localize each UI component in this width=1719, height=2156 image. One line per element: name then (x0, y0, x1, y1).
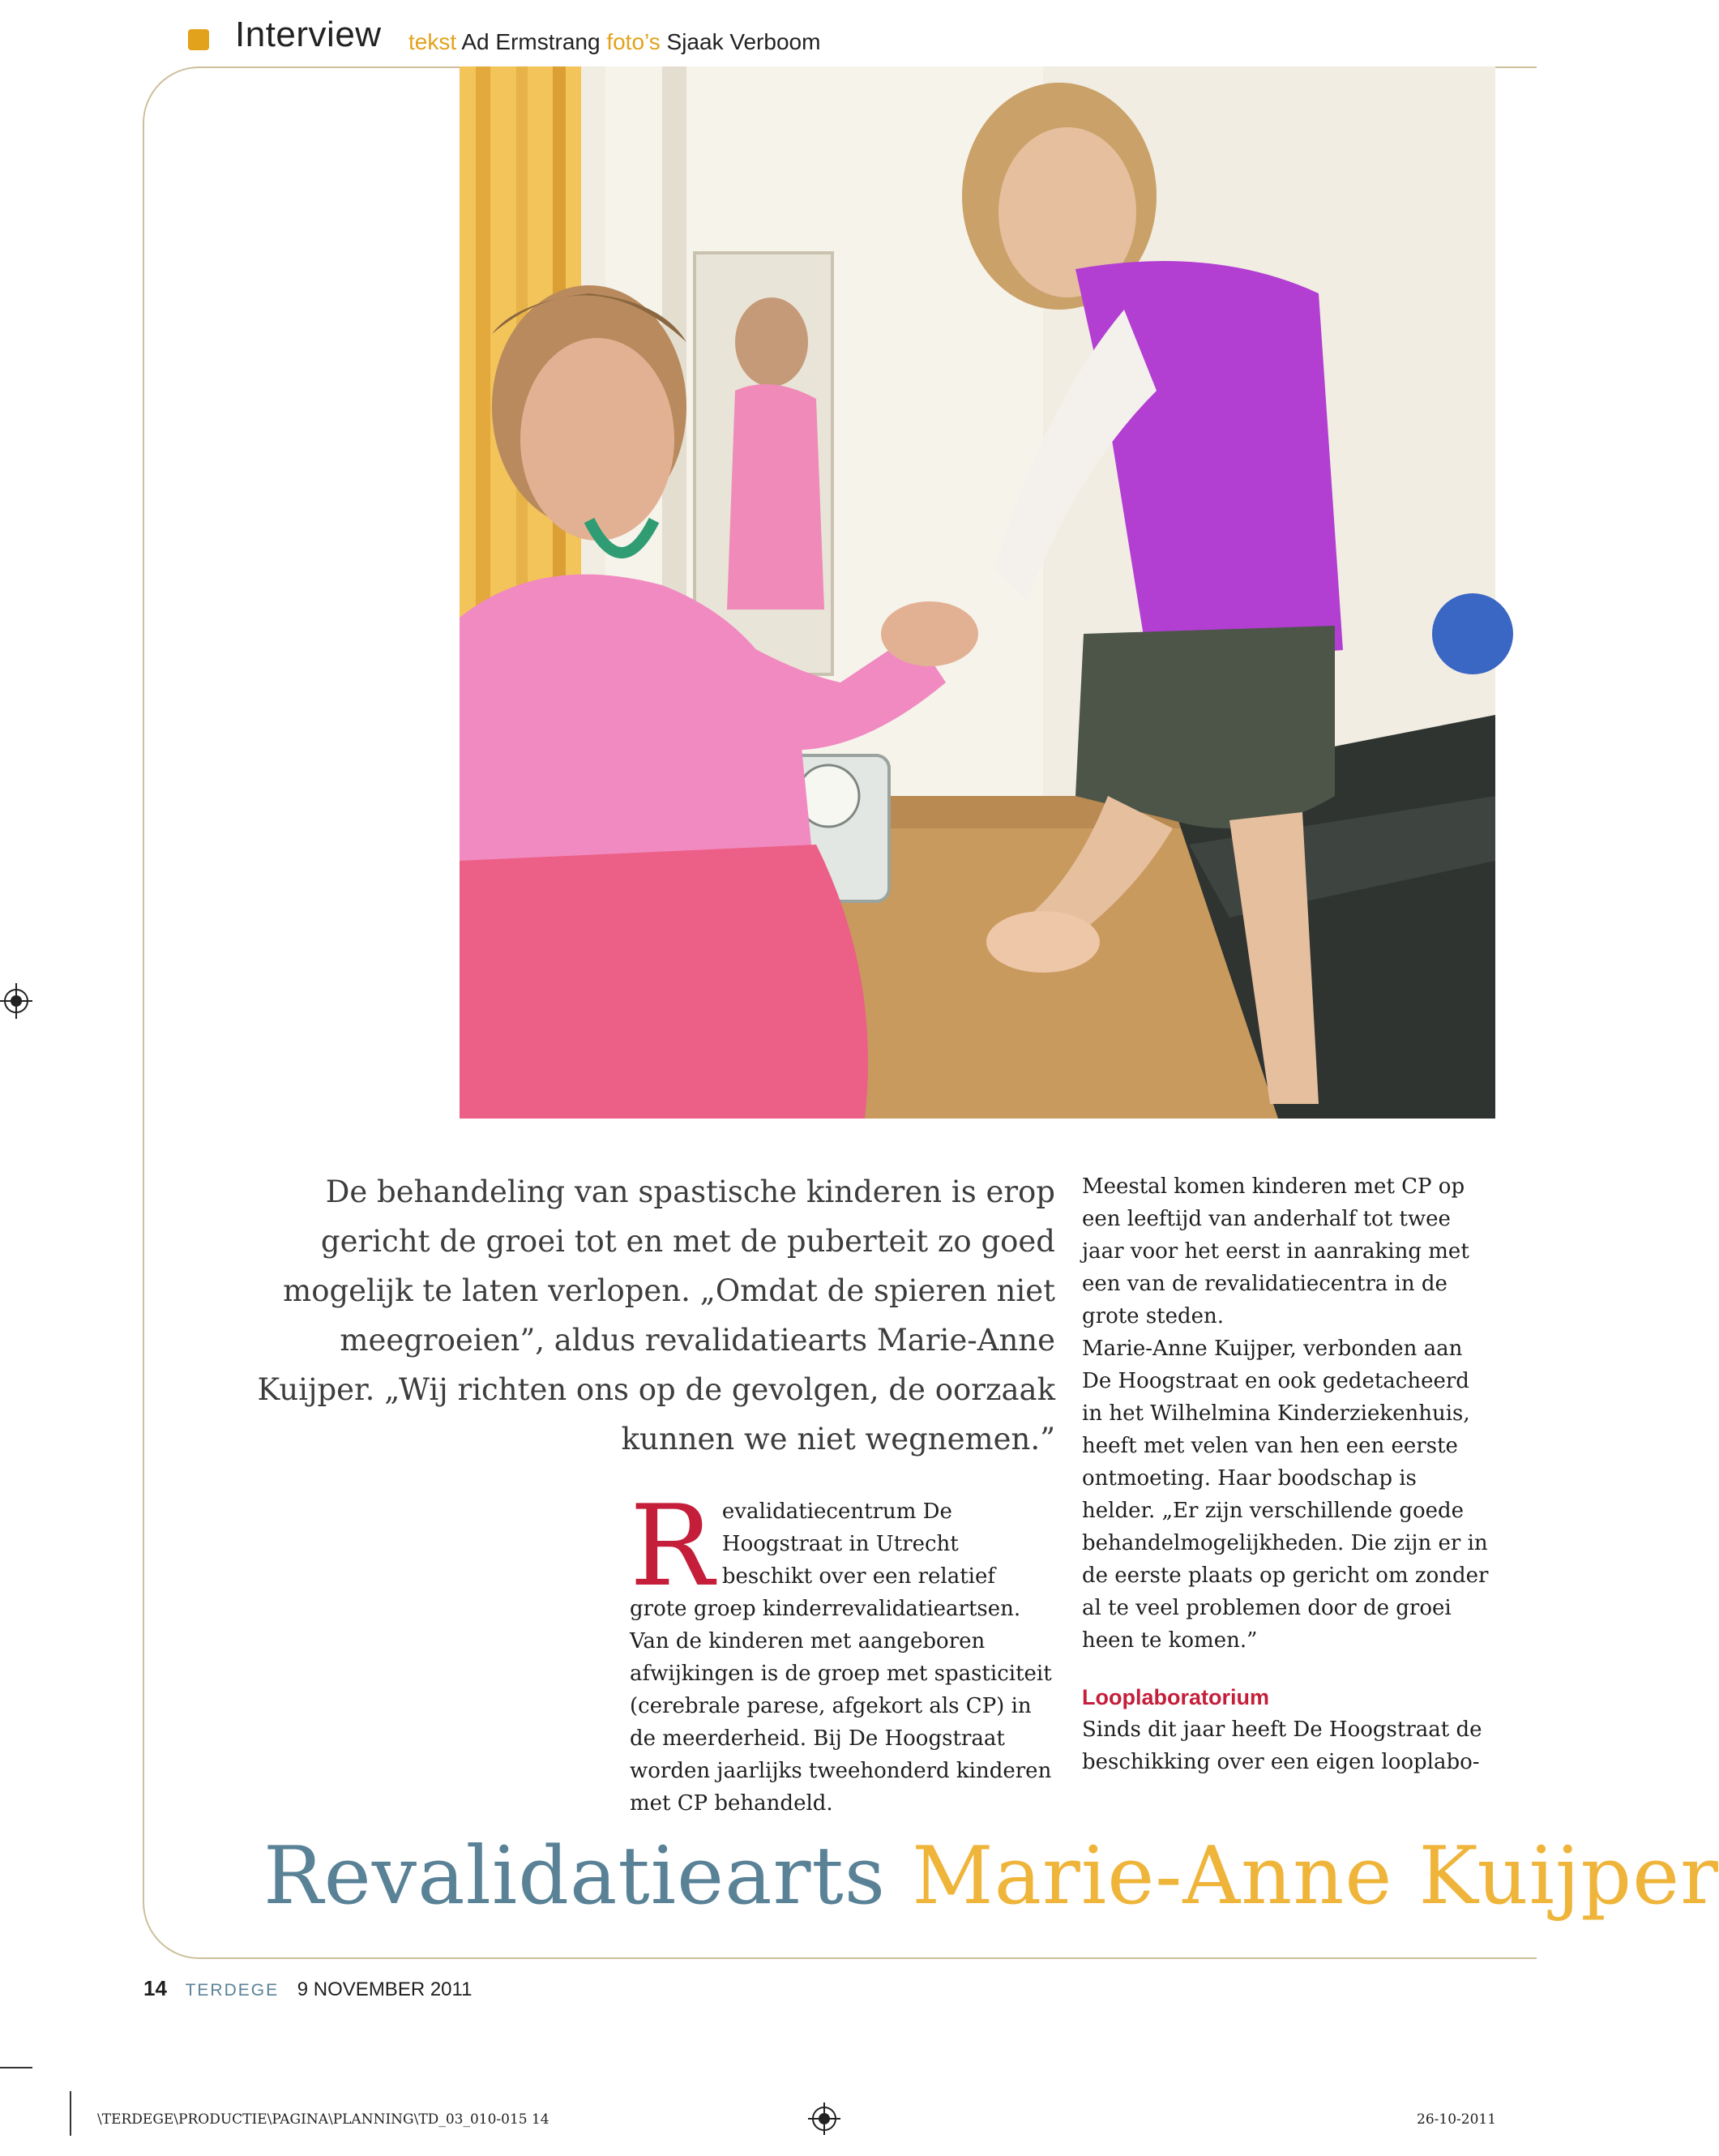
credits (408, 29, 820, 55)
body-paragraph: Marie-Anne Kuijper, verbonden aan De Hoogstraat en ook gedetacheerd in het Wilhelmina Kinderziekenhuis, heeft met velen van hen een eerste ontmoeting. Haar boodschap is helder. „Er zijn verschillende goede behandelmogelijkheden. Die zijn er in de eerste plaats op gericht om zonder al te veel problemen door de groei heen te komen.” (1082, 1337, 1489, 1653)
page-footer (143, 1976, 472, 2001)
subheading: Looplaboratorium (1082, 1685, 1269, 1709)
issue-date: 9 NOVEMBER 2011 (297, 1978, 473, 2000)
article-photo (460, 66, 1495, 1119)
crop-mark (0, 2067, 32, 2068)
article-title-part2: Marie-Anne Kuijper (912, 1830, 1719, 1923)
credit-photo-name: Sjaak Verboom (666, 29, 821, 54)
credit-photo-label: foto’s (606, 29, 661, 54)
registration-mark-icon (0, 983, 32, 1019)
page-number: 14 (143, 1976, 167, 2000)
magazine-name: TERDEGE (185, 1981, 280, 2000)
credit-text-label: tekst (408, 29, 457, 54)
slug-date: 26-10-2011 (1417, 2111, 1497, 2128)
slug-path: \TERDEGE\PRODUCTIE\PAGINA\PLANNING\TD_03_010-015 14 (97, 2111, 549, 2128)
body-paragraph: Sinds dit jaar heeft De Hoogstraat de beschikking over een eigen looplabo- (1082, 1718, 1482, 1774)
body-column-1 (630, 1481, 1055, 1820)
crop-mark (70, 2091, 71, 2136)
section-label: Interview (235, 15, 382, 54)
article-title (263, 1828, 1719, 1925)
body-column-2 (1082, 1170, 1495, 1778)
body-column-1-text: evalidatiecentrum De Hoogstraat in Utrecht beschikt over een relatief grote groep kinderrevalidatieartsen. Van de kinderen met aangeboren afwijkingen is de groep met spasticiteit (cerebrale parese, afgekort als CP) in de meerderheid. Bij De Hoogstraat worden jaarlijks tweehonderd kinderen met CP behandeld. (630, 1499, 1052, 1816)
credit-text-name: Ad Ermstrang (461, 29, 601, 54)
article-intro: De behandeling van spastische kinderen is erop gericht de groei tot en met de puberteit zo goed mogelijk te laten verlopen. „Omdat de spieren niet meegroeien”, aldus revalidatiearts Marie-Anne Kuijper. „Wij richten ons op de gevolgen, de oorzaak kunnen we niet wegnemen.” (257, 1174, 1055, 1457)
registration-mark-icon (808, 2103, 840, 2135)
drop-cap: R (630, 1481, 714, 1611)
section-marker (188, 29, 209, 50)
article-title-part1: Revalidatiearts (263, 1830, 887, 1923)
body-paragraph: Meestal komen kinderen met CP op een leeftijd van anderhalf tot twee jaar voor het eerst in aanraking met een van de revalidatiecentra in de grote steden. (1082, 1174, 1469, 1328)
